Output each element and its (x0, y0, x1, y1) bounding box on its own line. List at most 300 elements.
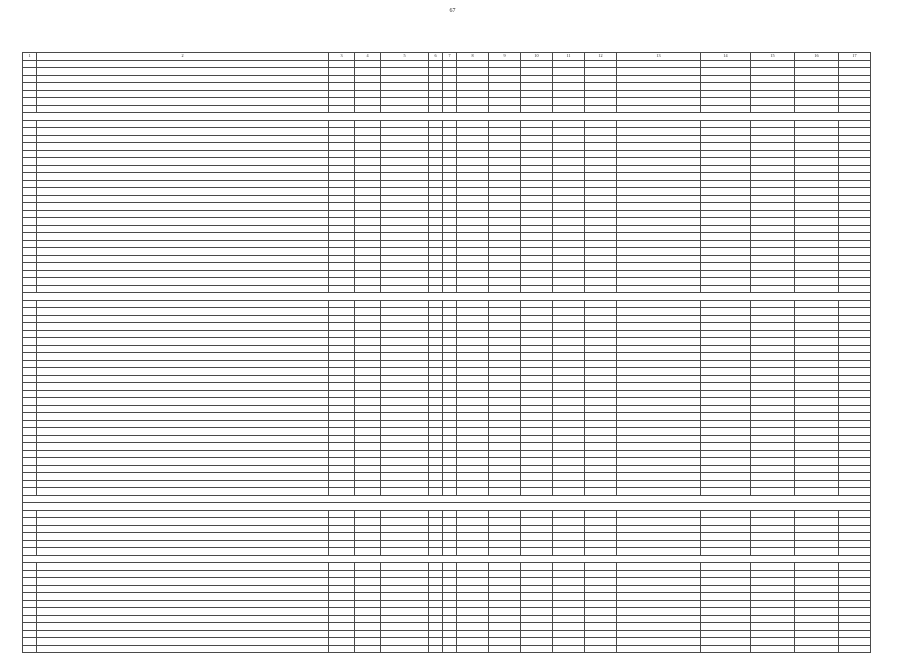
table-cell (329, 120, 355, 128)
table-cell (521, 135, 553, 143)
table-cell (381, 450, 429, 458)
table-cell (23, 218, 37, 226)
building-row (23, 68, 871, 76)
table-cell (381, 420, 429, 428)
table-cell (553, 563, 585, 571)
table-cell (23, 195, 37, 203)
table-cell (617, 630, 701, 638)
table-cell (795, 225, 839, 233)
table-cell (553, 143, 585, 151)
table-cell (329, 210, 355, 218)
building-row (23, 570, 871, 578)
table-cell (443, 83, 457, 91)
building-row (23, 458, 871, 466)
table-cell (457, 615, 489, 623)
table-cell (617, 143, 701, 151)
table-cell (429, 353, 443, 361)
table-cell (701, 203, 751, 211)
table-cell (355, 383, 381, 391)
table-cell (751, 353, 795, 361)
table-cell (521, 645, 553, 653)
table-cell (457, 525, 489, 533)
table-cell (443, 465, 457, 473)
column-number: 10 (521, 53, 553, 61)
table-cell (329, 278, 355, 286)
table-cell (37, 390, 329, 398)
table-cell (381, 323, 429, 331)
table-cell (751, 413, 795, 421)
table-cell (355, 645, 381, 653)
table-cell (489, 300, 521, 308)
table-cell (429, 128, 443, 136)
table-cell (585, 173, 617, 181)
table-cell (701, 188, 751, 196)
table-cell (701, 488, 751, 496)
table-cell (329, 248, 355, 256)
table-cell (489, 563, 521, 571)
table-cell (457, 120, 489, 128)
table-cell (443, 435, 457, 443)
table-cell (521, 330, 553, 338)
table-cell (489, 345, 521, 353)
table-cell (429, 150, 443, 158)
table-cell (839, 225, 871, 233)
table-cell (37, 465, 329, 473)
table-cell (443, 68, 457, 76)
table-cell (521, 248, 553, 256)
table-cell (37, 188, 329, 196)
table-cell (443, 158, 457, 166)
table-cell (751, 338, 795, 346)
table-cell (795, 390, 839, 398)
table-cell (553, 578, 585, 586)
table-cell (37, 233, 329, 241)
table-cell (751, 165, 795, 173)
table-cell (23, 540, 37, 548)
table-cell (617, 263, 701, 271)
table-cell (381, 180, 429, 188)
table-cell (489, 323, 521, 331)
table-cell (617, 368, 701, 376)
table-cell (617, 248, 701, 256)
year-heading-cell (23, 503, 871, 511)
table-cell (429, 443, 443, 451)
table-cell (795, 510, 839, 518)
table-cell (457, 623, 489, 631)
table-cell (553, 180, 585, 188)
table-cell (701, 143, 751, 151)
table-cell (429, 405, 443, 413)
table-cell (381, 435, 429, 443)
table-cell (457, 458, 489, 466)
building-row (23, 450, 871, 458)
table-cell (355, 218, 381, 226)
table-cell (795, 608, 839, 616)
table-cell (751, 465, 795, 473)
table-cell (329, 638, 355, 646)
table-cell (701, 435, 751, 443)
table-cell (457, 188, 489, 196)
table-cell (751, 533, 795, 541)
table-cell (37, 435, 329, 443)
table-cell (443, 383, 457, 391)
table-cell (585, 405, 617, 413)
table-cell (457, 338, 489, 346)
table-cell (795, 525, 839, 533)
table-cell (329, 158, 355, 166)
table-cell (585, 210, 617, 218)
table-cell (381, 158, 429, 166)
table-cell (839, 150, 871, 158)
table-cell (329, 420, 355, 428)
table-cell (839, 165, 871, 173)
table-cell (381, 578, 429, 586)
table-cell (443, 188, 457, 196)
table-cell (23, 120, 37, 128)
table-cell (23, 465, 37, 473)
table-cell (553, 375, 585, 383)
table-cell (489, 203, 521, 211)
table-cell (443, 458, 457, 466)
table-cell (355, 600, 381, 608)
table-cell (457, 225, 489, 233)
table-cell (381, 128, 429, 136)
table-cell (553, 368, 585, 376)
table-cell (329, 413, 355, 421)
table-cell (443, 315, 457, 323)
table-cell (355, 98, 381, 106)
table-cell (37, 255, 329, 263)
table-cell (795, 150, 839, 158)
table-cell (355, 255, 381, 263)
table-cell (443, 90, 457, 98)
table-cell (795, 105, 839, 113)
table-cell (443, 585, 457, 593)
table-cell (355, 353, 381, 361)
table-cell (329, 285, 355, 293)
table-cell (751, 570, 795, 578)
table-cell (701, 195, 751, 203)
table-cell (839, 398, 871, 406)
table-cell (329, 578, 355, 586)
table-cell (443, 533, 457, 541)
table-cell (37, 458, 329, 466)
table-cell (429, 630, 443, 638)
table-cell (37, 165, 329, 173)
table-cell (355, 375, 381, 383)
table-cell (381, 533, 429, 541)
table-cell (355, 488, 381, 496)
table-cell (443, 638, 457, 646)
year-heading-row (23, 293, 871, 301)
building-row (23, 165, 871, 173)
table-cell (751, 90, 795, 98)
building-row (23, 240, 871, 248)
table-cell (751, 195, 795, 203)
year-heading-cell (23, 555, 871, 563)
table-cell (701, 255, 751, 263)
table-cell (521, 585, 553, 593)
table-cell (701, 98, 751, 106)
table-cell (751, 158, 795, 166)
table-cell (329, 68, 355, 76)
table-cell (381, 135, 429, 143)
table-cell (329, 480, 355, 488)
column-number: 4 (355, 53, 381, 61)
table-cell (795, 203, 839, 211)
table-cell (701, 413, 751, 421)
table-cell (585, 180, 617, 188)
table-cell (37, 420, 329, 428)
table-cell (701, 285, 751, 293)
table-cell (443, 420, 457, 428)
building-row (23, 225, 871, 233)
table-cell (355, 563, 381, 571)
table-cell (37, 360, 329, 368)
table-cell (429, 623, 443, 631)
table-cell (489, 180, 521, 188)
table-cell (701, 270, 751, 278)
table-cell (839, 525, 871, 533)
table-cell (381, 570, 429, 578)
table-cell (701, 180, 751, 188)
table-cell (355, 68, 381, 76)
table-cell (429, 525, 443, 533)
column-number: 3 (329, 53, 355, 61)
table-cell (521, 570, 553, 578)
table-cell (23, 458, 37, 466)
table-cell (381, 165, 429, 173)
building-row (23, 360, 871, 368)
table-cell (701, 165, 751, 173)
table-cell (429, 173, 443, 181)
table-cell (751, 630, 795, 638)
table-cell (585, 390, 617, 398)
table-cell (489, 435, 521, 443)
table-cell (489, 173, 521, 181)
table-cell (23, 390, 37, 398)
table-cell (23, 315, 37, 323)
column-number: 6 (429, 53, 443, 61)
table-cell (429, 413, 443, 421)
table-cell (795, 90, 839, 98)
table-cell (37, 585, 329, 593)
table-cell (443, 263, 457, 271)
table-cell (795, 548, 839, 556)
table-cell (553, 638, 585, 646)
table-cell (37, 645, 329, 653)
table-cell (751, 218, 795, 226)
table-cell (329, 270, 355, 278)
column-number: 11 (553, 53, 585, 61)
table-cell (795, 173, 839, 181)
table-cell (795, 518, 839, 526)
table-cell (585, 278, 617, 286)
table-cell (585, 375, 617, 383)
table-cell (429, 458, 443, 466)
table-cell (617, 300, 701, 308)
table-cell (489, 248, 521, 256)
table-cell (617, 420, 701, 428)
table-cell (329, 60, 355, 68)
table-cell (553, 195, 585, 203)
table-cell (553, 510, 585, 518)
table-cell (521, 180, 553, 188)
table-cell (443, 480, 457, 488)
table-cell (585, 188, 617, 196)
building-row (23, 218, 871, 226)
table-cell (521, 375, 553, 383)
table-cell (521, 368, 553, 376)
table-cell (553, 465, 585, 473)
table-cell (553, 210, 585, 218)
table-cell (617, 405, 701, 413)
table-cell (839, 285, 871, 293)
table-cell (585, 383, 617, 391)
table-cell (329, 375, 355, 383)
table-cell (23, 428, 37, 436)
table-cell (795, 578, 839, 586)
table-cell (381, 375, 429, 383)
table-cell (751, 98, 795, 106)
table-cell (553, 218, 585, 226)
building-row (23, 180, 871, 188)
building-row (23, 510, 871, 518)
table-cell (329, 548, 355, 556)
table-cell (585, 630, 617, 638)
table-cell (489, 443, 521, 451)
building-row (23, 600, 871, 608)
table-cell (839, 630, 871, 638)
table-cell (329, 90, 355, 98)
building-row (23, 173, 871, 181)
building-row (23, 75, 871, 83)
table-cell (37, 270, 329, 278)
table-cell (457, 563, 489, 571)
table-cell (701, 150, 751, 158)
table-cell (751, 525, 795, 533)
table-cell (795, 128, 839, 136)
table-cell (429, 248, 443, 256)
table-cell (457, 135, 489, 143)
table-cell (795, 68, 839, 76)
table-cell (37, 428, 329, 436)
table-cell (585, 75, 617, 83)
table-cell (553, 645, 585, 653)
table-cell (521, 240, 553, 248)
table-cell (839, 338, 871, 346)
table-cell (429, 263, 443, 271)
table-cell (457, 548, 489, 556)
building-row (23, 623, 871, 631)
table-cell (617, 240, 701, 248)
table-cell (329, 563, 355, 571)
table-cell (617, 68, 701, 76)
table-cell (839, 473, 871, 481)
table-cell (457, 75, 489, 83)
table-cell (381, 285, 429, 293)
table-cell (751, 330, 795, 338)
table-cell (617, 563, 701, 571)
table-cell (521, 548, 553, 556)
table-cell (617, 83, 701, 91)
table-cell (23, 480, 37, 488)
table-cell (839, 540, 871, 548)
table-cell (355, 240, 381, 248)
table-cell (553, 270, 585, 278)
table-cell (329, 608, 355, 616)
table-cell (355, 60, 381, 68)
table-cell (429, 210, 443, 218)
table-cell (381, 473, 429, 481)
table-cell (489, 458, 521, 466)
table-cell (585, 585, 617, 593)
table-cell (839, 240, 871, 248)
table-cell (329, 443, 355, 451)
table-cell (585, 638, 617, 646)
table-cell (457, 173, 489, 181)
table-cell (355, 518, 381, 526)
table-cell (617, 150, 701, 158)
table-cell (839, 383, 871, 391)
table-cell (751, 270, 795, 278)
table-cell (751, 548, 795, 556)
table-cell (751, 578, 795, 586)
table-cell (329, 360, 355, 368)
table-cell (751, 405, 795, 413)
table-cell (23, 525, 37, 533)
table-cell (585, 533, 617, 541)
table-cell (839, 533, 871, 541)
table-cell (489, 450, 521, 458)
table-cell (795, 570, 839, 578)
table-cell (553, 473, 585, 481)
table-cell (457, 398, 489, 406)
table-cell (553, 518, 585, 526)
table-cell (795, 383, 839, 391)
table-cell (795, 398, 839, 406)
table-cell (443, 323, 457, 331)
table-cell (489, 623, 521, 631)
table-cell (381, 255, 429, 263)
table-cell (701, 563, 751, 571)
table-cell (355, 465, 381, 473)
table-cell (839, 143, 871, 151)
table-cell (37, 308, 329, 316)
subtotal-row (23, 548, 871, 556)
table-cell (521, 285, 553, 293)
table-cell (429, 570, 443, 578)
table-cell (751, 135, 795, 143)
table-cell (355, 330, 381, 338)
table-cell (795, 488, 839, 496)
table-cell (381, 248, 429, 256)
table-cell (489, 578, 521, 586)
table-cell (553, 240, 585, 248)
table-cell (381, 563, 429, 571)
table-cell (329, 540, 355, 548)
table-cell (429, 488, 443, 496)
table-cell (37, 638, 329, 646)
table-cell (701, 608, 751, 616)
table-cell (443, 300, 457, 308)
building-row (23, 248, 871, 256)
table-cell (329, 428, 355, 436)
table-cell (585, 285, 617, 293)
table-cell (429, 330, 443, 338)
table-cell (429, 465, 443, 473)
table-cell (617, 225, 701, 233)
